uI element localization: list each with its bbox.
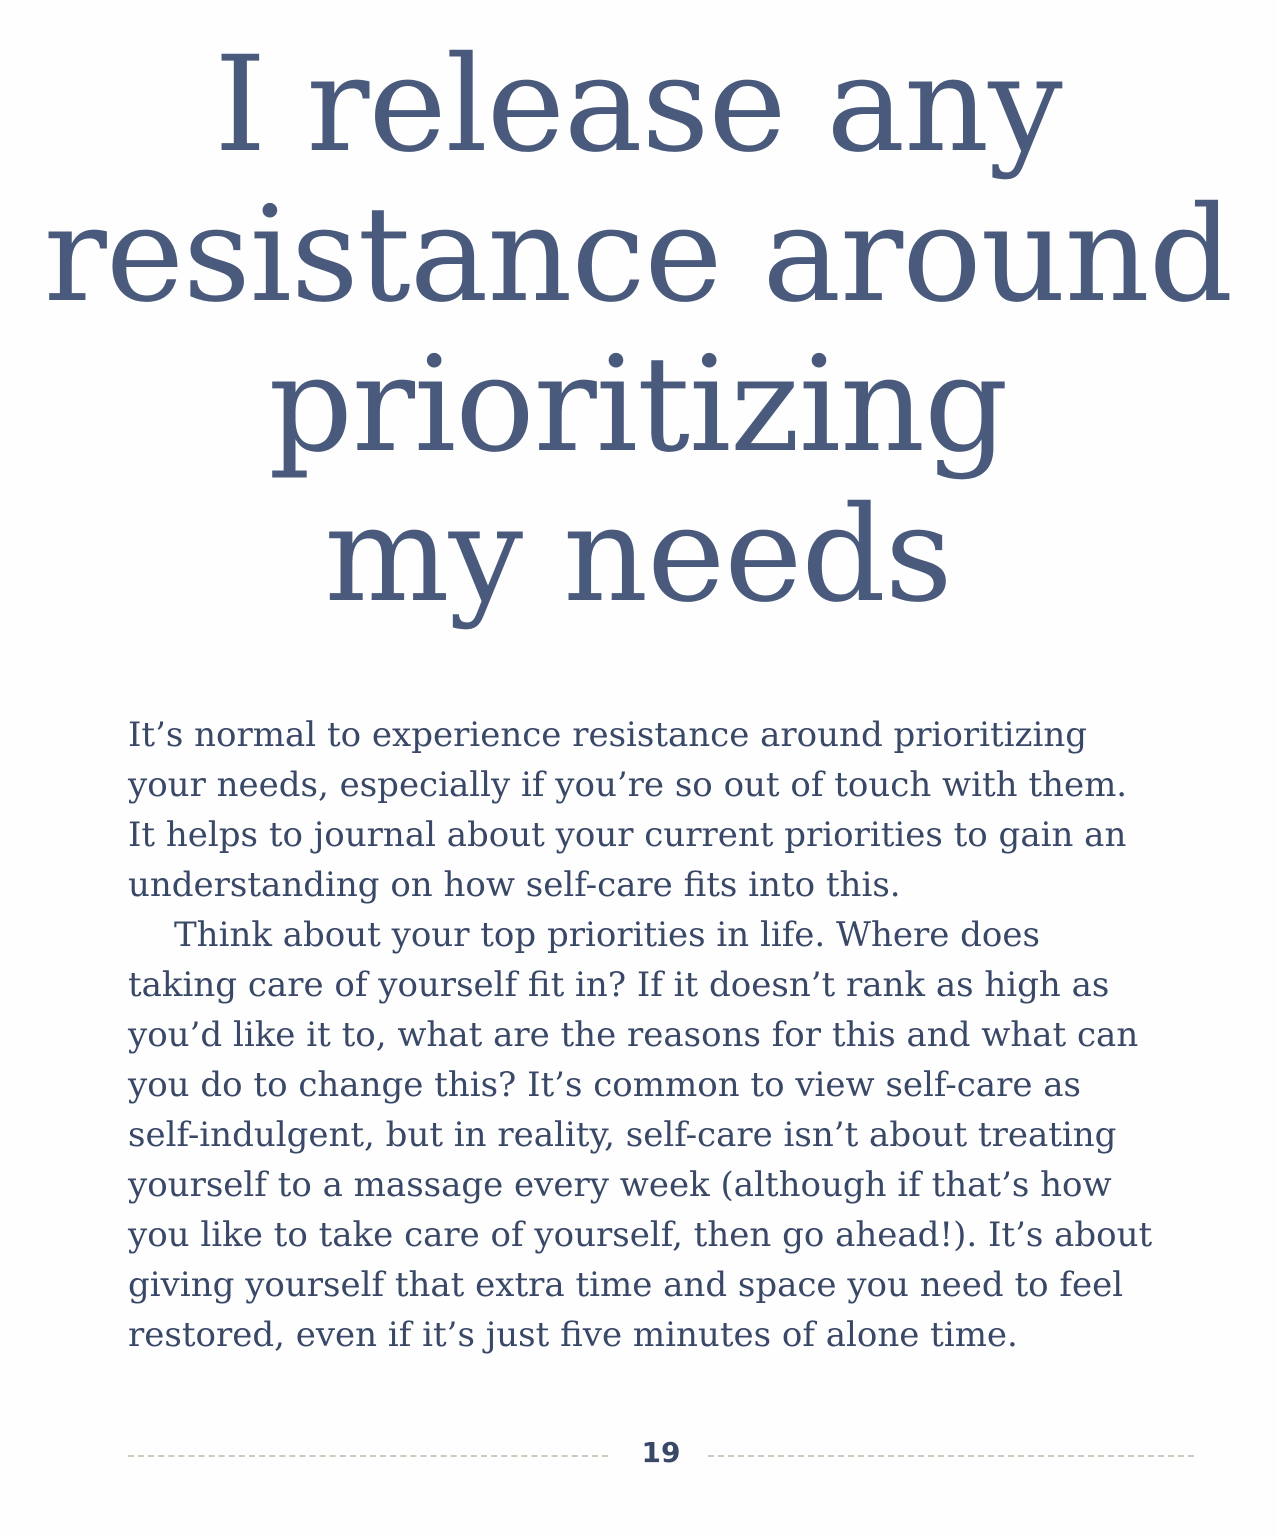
title-line-4: my needs [324,478,952,632]
footer-rule-right [708,1455,1194,1457]
paragraph-2-line-9: restored, even if it’s just five minutes of alone time. [128,1315,1018,1355]
paragraph-2-line-5: self-indulgent, but in reality, self-care isn’t about treating [128,1115,1117,1155]
paragraph-2-line-1: Think about your top priorities in life. Where does [174,915,1040,955]
page-title [0,30,1276,630]
paragraph-2-line-4: you do to change this? It’s common to view self-care as [128,1065,1081,1105]
paragraph-2-line-6: yourself to a massage every week (although if that’s how [128,1165,1112,1205]
paragraph-2-line-8: giving yourself that extra time and space you need to feel [128,1265,1124,1305]
paragraph-1-line-4: understanding on how self-care fits into this. [128,865,901,905]
paragraph-2-line-2: taking care of yourself fit in? If it doesn’t rank as high as [128,965,1110,1005]
title-line-3: prioritizing [268,328,1008,482]
paragraph-2-line-7: you like to take care of yourself, then go ahead!). It’s about [128,1215,1153,1255]
title-line-2: resistance around [43,178,1233,332]
paragraph-2 [128,910,1208,1360]
body-text [128,710,1208,1360]
paragraph-1-line-2: your needs, especially if you’re so out of touch with them. [128,765,1128,805]
paragraph-2-line-3: you’d like it to, what are the reasons for this and what can [128,1015,1139,1055]
paragraph-1-line-1: It’s normal to experience resistance around prioritizing [128,715,1087,755]
title-line-1: I release any [214,28,1062,182]
paragraph-1-line-3: It helps to journal about your current priorities to gain an [128,815,1127,855]
page-number: 19 [641,1436,681,1469]
paragraph-1 [128,710,1208,910]
page-footer [128,1430,1194,1480]
